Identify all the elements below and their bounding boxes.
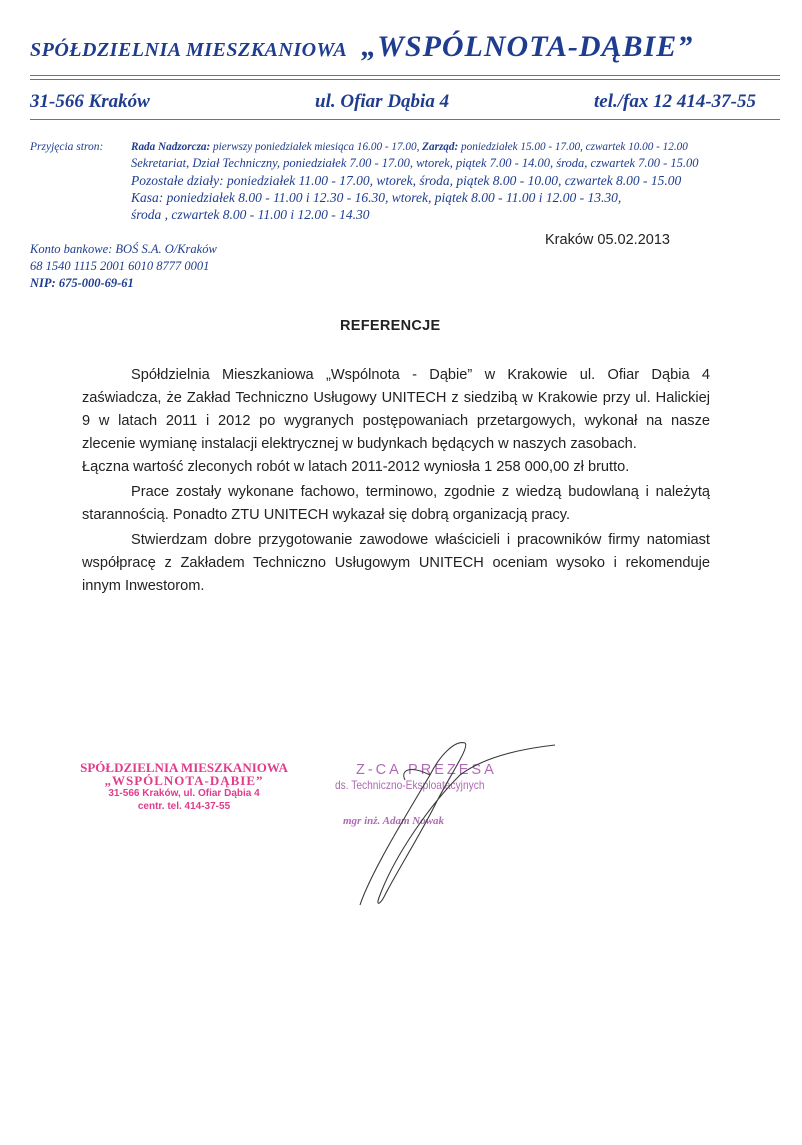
- cooperative-stamp: [74, 761, 294, 813]
- nip-number: NIP: 675-000-69-61: [30, 276, 134, 290]
- letterhead-organization: [30, 30, 780, 64]
- letterhead-phone: tel./fax 12 414-37-55: [594, 91, 757, 112]
- letter-date: Kraków 05.02.2013: [545, 232, 670, 248]
- paragraph-3: Prace zostały wykonane fachowo, terminowo, zgodnie z wiedzą budowlaną i należytą starannością. Ponadto ZTU UNITECH wykazał się dobrą organizacją pracy.: [82, 484, 710, 523]
- stamp-line-4: centr. tel. 414-37-55: [137, 801, 231, 812]
- handwritten-signature: [340, 735, 570, 920]
- org-prefix: SPÓŁDZIELNIA MIESZKANIOWA: [30, 39, 348, 61]
- office-hours-label: Przyjęcia stron:: [30, 141, 104, 153]
- stamp-line-3: 31-566 Kraków, ul. Ofiar Dąbia 4: [108, 788, 260, 799]
- bank-label: Konto bankowe: BOŚ S.A. O/Kraków: [30, 242, 217, 256]
- signatory-name: mgr inż. Adam Nowak: [343, 815, 445, 827]
- top-divider-2: [30, 79, 780, 80]
- stamp-line-2: „WSPÓLNOTA-DĄBIE”: [104, 773, 264, 788]
- letterhead-street: ul. Ofiar Dąbia 4: [315, 91, 450, 112]
- office-hours-line-4: Kasa: poniedziałek 8.00 - 11.00 i 12.30 - 16.30, wtorek, piątek 8.00 - 11.00 i 12.00 - 13.30,: [131, 190, 622, 205]
- board-hours: pierwszy poniedziałek miesiąca 16.00 - 17.00,: [210, 141, 420, 153]
- office-hours-line-3: Pozostałe działy: poniedziałek 11.00 - 17.00, wtorek, środa, piątek 8.00 - 10.00, czwartek 8.00 - 15.00: [131, 173, 682, 188]
- top-divider-1: [30, 75, 780, 76]
- office-hours-line-5: środa , czwartek 8.00 - 11.00 i 12.00 - 14.30: [131, 207, 370, 222]
- letter-body: [82, 364, 710, 598]
- board-label: Rada Nadzorcza:: [131, 141, 211, 153]
- letterhead-city: 31-566 Kraków: [30, 91, 150, 112]
- stamp-line-1: SPÓŁDZIELNIA MIESZKANIOWA: [80, 760, 288, 775]
- document-title: REFERENCJE: [340, 318, 441, 334]
- management-hours: poniedziałek 15.00 - 17.00, czwartek 10.00 - 12.00: [458, 141, 688, 153]
- paragraph-2: Łączna wartość zleconych robót w latach 2011-2012 wyniosła 1 258 000,00 zł brutto.: [82, 459, 630, 475]
- signatory-title: Z-CA PREZESA: [356, 762, 497, 778]
- paragraph-1: Spółdzielnia Mieszkaniowa „Wspólnota - Dąbie” w Krakowie ul. Ofiar Dąbia 4 zaświadcza, że Zakład Techniczno Usługowy UNITECH z siedzibą w Krakowie przy ul. Halickiej 9 w latach 2011 i 2012 po wygranych postępowaniach przetargowych, wykonał na nasze zlecenie wymianę instalacji elektrycznej w budynkach będących w naszych zasobach.: [82, 367, 710, 452]
- paragraph-4: Stwierdzam dobre przygotowanie zawodowe właścicieli i pracowników firmy natomiast współpracę z Zakładem Techniczno Usługowym UNITECH oceniam wysoko i rekomenduje innym Inwestorom.: [82, 532, 710, 594]
- bottom-divider: [30, 119, 780, 120]
- bank-info: [30, 241, 217, 292]
- office-hours-line-2: Sekretariat, Dział Techniczny, poniedziałek 7.00 - 17.00, wtorek, piątek 7.00 - 14.00, środa, czwartek 7.00 - 15.00: [131, 156, 699, 170]
- signatory-department: ds. Techniczno-Eksploatacyjnych: [335, 778, 485, 792]
- org-name: „WSPÓLNOTA-DĄBIE”: [361, 30, 694, 63]
- management-label: Zarząd:: [422, 141, 459, 153]
- bank-account: 68 1540 1115 2001 6010 8777 0001: [30, 259, 210, 273]
- office-hours-line-1: [131, 140, 688, 156]
